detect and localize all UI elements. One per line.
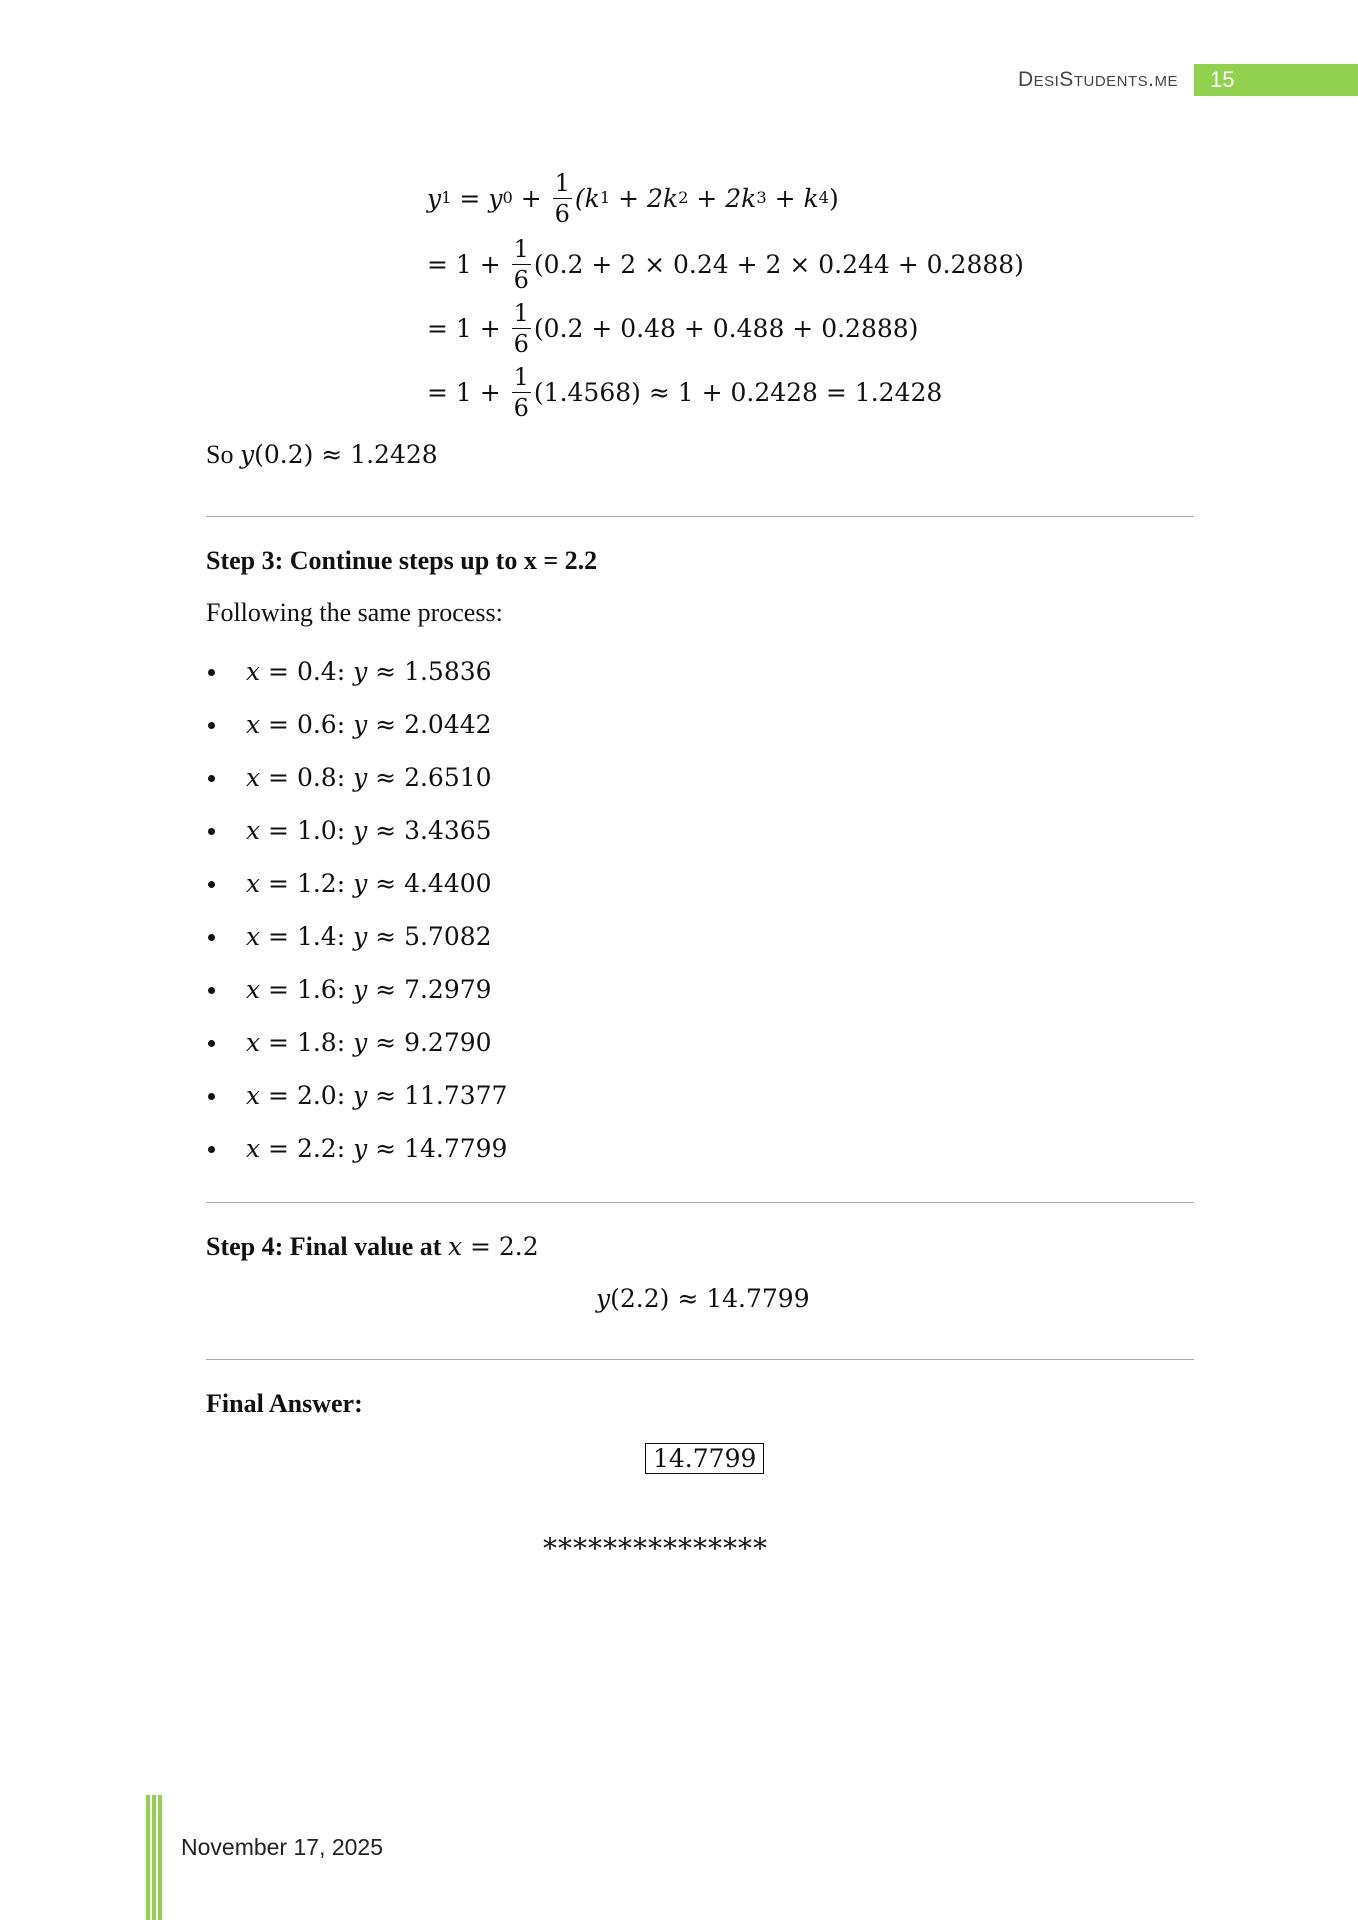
list-item: x = 0.8 : y ≈ 2.6510: [206, 751, 507, 804]
fraction: $\frac{1}{6}$: [513, 298, 529, 358]
list-item: x = 2.2 : y ≈ 14.7799: [206, 1122, 507, 1175]
fraction: $\frac{1}{6}$: [513, 362, 529, 422]
divider: [206, 1359, 1194, 1360]
footer-date: November 17, 2025: [181, 1834, 384, 1860]
list-item: x = 1.4 : y ≈ 5.7082: [206, 910, 507, 963]
fraction: $\frac{1}{6}$: [554, 168, 570, 228]
result-statement: So y(0.2) ≈ 1.2428: [206, 440, 438, 469]
page-number-bar: [1194, 64, 1358, 96]
step3-intro: Following the same process:: [206, 598, 503, 627]
separator-stars: ***************: [543, 1532, 768, 1565]
site-name: DesiStudents.me: [1017, 68, 1178, 91]
step3-results-list: [206, 645, 507, 1175]
final-answer-box: [645, 1444, 764, 1473]
equation-line-1: y 1 = y 0 + $\frac{1}{6}$ (k 1 + 2k 2 + 2k 3 + k 4 ): [427, 168, 839, 228]
page-number: 15: [1210, 67, 1235, 92]
equation-line-2: = 1 + $\frac{1}{6}$ (0.2 + 2 × 0.24 + 2 × 0.244 + 0.2888): [427, 234, 1024, 294]
list-item: x = 0.4 : y ≈ 1.5836: [206, 645, 507, 698]
list-item: x = 1.8 : y ≈ 9.2790: [206, 1016, 507, 1069]
list-item: x = 1.0 : y ≈ 3.4365: [206, 804, 507, 857]
divider: [206, 1202, 1194, 1203]
divider: [206, 516, 1194, 517]
fraction: $\frac{1}{6}$: [513, 234, 529, 294]
step3-heading: Step 3: Continue steps up to x = 2.2: [206, 546, 598, 575]
equation-line-3: = 1 + $\frac{1}{6}$ (0.2 + 0.48 + 0.488 + 0.2888): [427, 298, 919, 358]
list-item: x = 0.6 : y ≈ 2.0442: [206, 698, 507, 751]
step4-heading: Step 4: Final value at x = 2.2: [206, 1232, 539, 1261]
step4-result: y(2.2) ≈ 14.7799: [596, 1284, 810, 1313]
footer-accent-bars: [146, 1795, 162, 1920]
final-answer-heading: Final Answer:: [206, 1389, 363, 1418]
list-item: x = 2.0 : y ≈ 11.7377: [206, 1069, 507, 1122]
final-answer-value: 14.7799: [645, 1443, 764, 1474]
list-item: x = 1.6 : y ≈ 7.2979: [206, 963, 507, 1016]
equation-line-4: = 1 + $\frac{1}{6}$ (1.4568) ≈ 1 + 0.2428 = 1.2428: [427, 362, 943, 422]
list-item: x = 1.2 : y ≈ 4.4400: [206, 857, 507, 910]
